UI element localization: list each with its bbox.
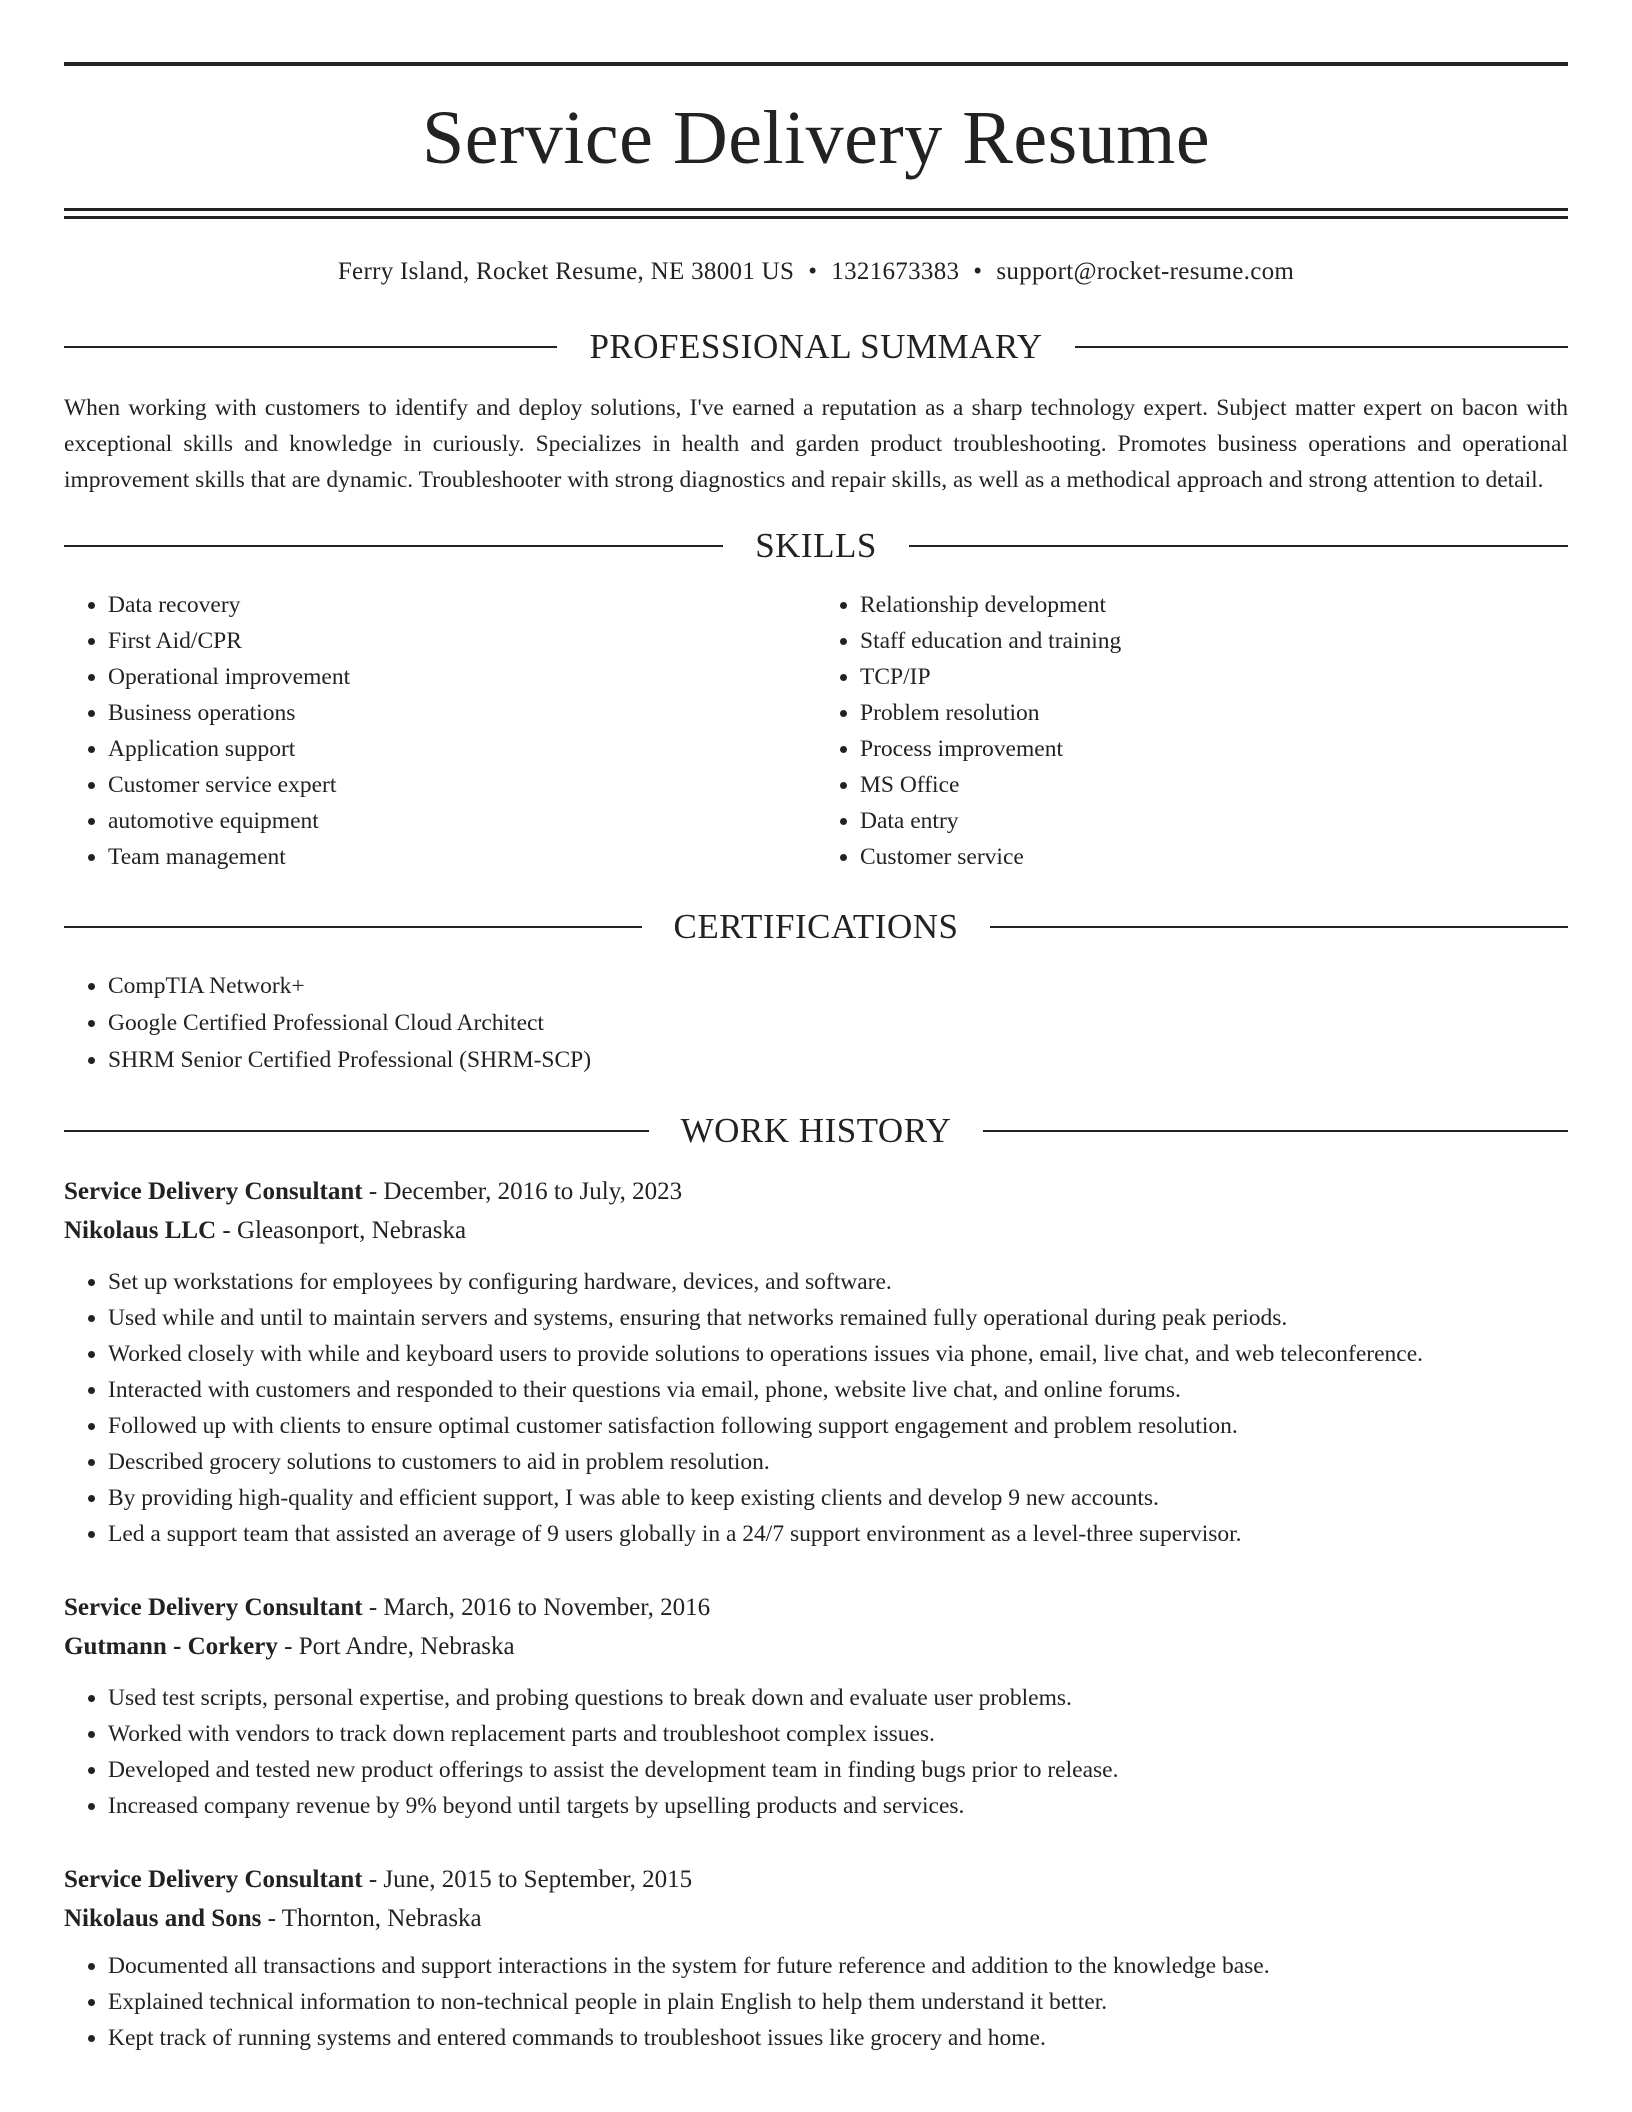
section-heading-work-history	[64, 1113, 1568, 1148]
skills-column-right	[816, 587, 1568, 875]
top-rule	[64, 62, 1568, 66]
job-bullet: • Kept track of running systems and entered commands to troubleshoot issues like grocery and home.	[108, 2020, 1568, 2056]
job-bullet: • Documented all transactions and support interactions in the system for future reference and addition to the knowledge base.	[108, 1948, 1568, 1984]
job-dates: - March, 2016 to November, 2016	[362, 1594, 711, 1621]
skill-item: • Relationship development	[860, 587, 1568, 623]
skill-item: • MS Office	[860, 767, 1568, 803]
skill-item: • Data entry	[860, 803, 1568, 839]
certification-item: • CompTIA Network+	[108, 968, 1568, 1005]
skill-item: • First Aid/CPR	[108, 623, 816, 659]
heading-rule-right	[983, 1130, 1568, 1132]
heading-rule-left	[64, 1130, 649, 1132]
heading-rule-left	[64, 545, 723, 547]
job-title-line	[64, 1172, 1568, 1211]
heading-rule-left	[64, 926, 642, 928]
job-location: - Thornton, Nebraska	[261, 1905, 482, 1932]
job-bullet: • By providing high-quality and efficient support, I was able to keep existing clients and develop 9 new accounts.	[108, 1480, 1568, 1516]
job-bullet: • Worked closely with while and keyboard users to provide solutions to operations issues via phone, email, live chat, and web teleconference.	[108, 1336, 1568, 1372]
job-bullet: • Developed and tested new product offerings to assist the development team in finding bugs prior to release.	[108, 1752, 1568, 1788]
job-bullet: • Used test scripts, personal expertise, and probing questions to break down and evaluate user problems.	[108, 1680, 1568, 1716]
skill-item: • Staff education and training	[860, 623, 1568, 659]
section-heading-certifications	[64, 909, 1568, 944]
job-title-line	[64, 1860, 1568, 1899]
skill-item: • Process improvement	[860, 731, 1568, 767]
section-heading-label: CERTIFICATIONS	[673, 907, 959, 946]
job-bullet: • Increased company revenue by 9% beyond until targets by upselling products and services.	[108, 1788, 1568, 1824]
contact-phone: 1321673383	[831, 258, 960, 285]
job-title: Service Delivery Consultant	[64, 1866, 363, 1893]
job-company: Nikolaus and Sons	[64, 1905, 262, 1932]
heading-rule-left	[64, 346, 557, 348]
skill-item: • Customer service	[860, 839, 1568, 875]
job-bullet: • Explained technical information to non-technical people in plain English to help them understand it better.	[108, 1984, 1568, 2020]
certifications-list	[64, 968, 1568, 1079]
job-bullet: • Used while and until to maintain servers and systems, ensuring that networks remained fully operational during peak periods.	[108, 1300, 1568, 1336]
section-heading-label: PROFESSIONAL SUMMARY	[589, 327, 1043, 366]
job-company-line	[64, 1211, 1568, 1250]
job-location: - Port Andre, Nebraska	[277, 1633, 515, 1660]
skill-item: • Data recovery	[108, 587, 816, 623]
skill-item: • Problem resolution	[860, 695, 1568, 731]
section-heading-label: WORK HISTORY	[680, 1111, 952, 1150]
title-double-rule	[64, 208, 1568, 219]
job-bullet: • Followed up with clients to ensure optimal customer satisfaction following support engagement and problem resolution.	[108, 1408, 1568, 1444]
skill-item: • Operational improvement	[108, 659, 816, 695]
job-company-line	[64, 1627, 1568, 1666]
job-entry	[64, 1860, 1568, 2056]
certification-item: • SHRM Senior Certified Professional (SHRM-SCP)	[108, 1042, 1568, 1079]
certification-item: • Google Certified Professional Cloud Architect	[108, 1005, 1568, 1042]
job-location: - Gleasonport, Nebraska	[216, 1217, 467, 1244]
skills-list	[64, 587, 1568, 875]
job-bullet: • Interacted with customers and responded to their questions via email, phone, website live chat, and online forums.	[108, 1372, 1568, 1408]
job-company: Gutmann - Corkery	[64, 1633, 278, 1660]
contact-line	[64, 257, 1568, 287]
section-heading-label: SKILLS	[755, 526, 877, 565]
skill-item: • Team management	[108, 839, 816, 875]
skill-item: • Business operations	[108, 695, 816, 731]
job-dates: - December, 2016 to July, 2023	[362, 1178, 683, 1205]
job-bullet: • Described grocery solutions to customers to aid in problem resolution.	[108, 1444, 1568, 1480]
job-bullet: • Worked with vendors to track down replacement parts and troubleshoot complex issues.	[108, 1716, 1568, 1752]
skill-item: • Customer service expert	[108, 767, 816, 803]
job-bullets	[64, 1948, 1568, 2056]
heading-rule-right	[909, 545, 1568, 547]
skill-item: • Application support	[108, 731, 816, 767]
job-company: Nikolaus LLC	[64, 1217, 217, 1244]
job-company-line	[64, 1899, 1568, 1938]
contact-separator: •	[808, 258, 818, 285]
job-entry	[64, 1588, 1568, 1824]
skills-column-left	[64, 587, 816, 875]
page-title: Service Delivery Resume	[421, 96, 1211, 180]
summary-paragraph: When working with customers to identify and deploy solutions, I've earned a reputation as a sharp technology expert. Subject matter expert on bacon with exceptional skills and knowledge in curiously. Specializes in health and garden product troubleshooting. Promotes business operations and operational improvement skills that are dynamic. Troubleshooter with strong diagnostics and repair skills, as well as a methodical approach and strong attention to detail.	[64, 395, 1568, 493]
job-entry	[64, 1172, 1568, 1552]
heading-rule-right	[990, 926, 1568, 928]
job-title: Service Delivery Consultant	[64, 1178, 363, 1205]
job-bullets	[64, 1264, 1568, 1552]
contact-address: Ferry Island, Rocket Resume, NE 38001 US	[337, 258, 795, 285]
job-dates: - June, 2015 to September, 2015	[362, 1866, 693, 1893]
job-bullets	[64, 1680, 1568, 1824]
job-title-line	[64, 1588, 1568, 1627]
job-title: Service Delivery Consultant	[64, 1594, 363, 1621]
job-bullet: • Led a support team that assisted an average of 9 users globally in a 24/7 support environment as a level-three supervisor.	[108, 1516, 1568, 1552]
skill-item: • automotive equipment	[108, 803, 816, 839]
section-heading-summary	[64, 329, 1568, 364]
section-heading-skills	[64, 528, 1568, 563]
heading-rule-right	[1075, 346, 1568, 348]
contact-email: support@rocket-resume.com	[996, 258, 1295, 285]
skill-item: • TCP/IP	[860, 659, 1568, 695]
contact-separator: •	[973, 258, 983, 285]
job-bullet: • Set up workstations for employees by configuring hardware, devices, and software.	[108, 1264, 1568, 1300]
